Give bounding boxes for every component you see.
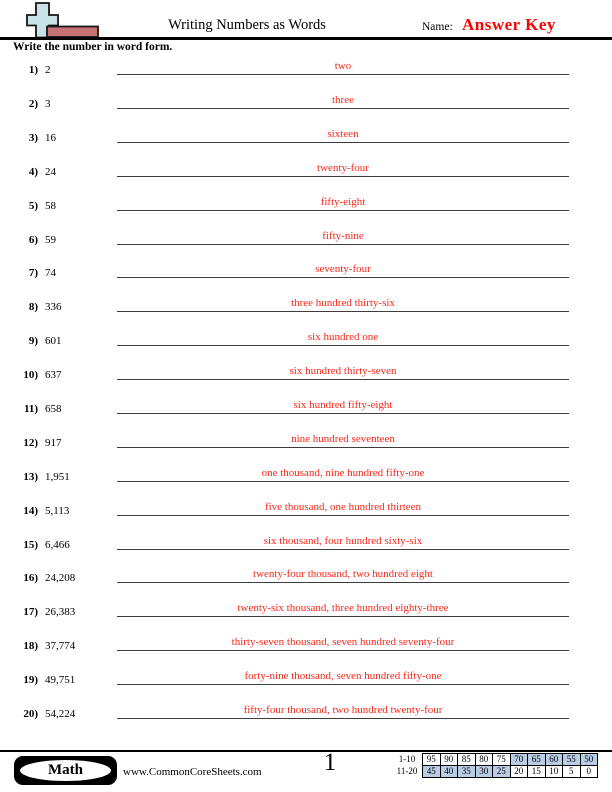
answer-text: three <box>332 93 354 106</box>
answer-line <box>117 124 569 143</box>
answer-key-text: Answer Key <box>462 15 556 34</box>
problem-number-label: 17) <box>23 606 38 619</box>
problem-row <box>0 519 612 553</box>
website-url: www.CommonCoreSheets.com <box>123 766 262 778</box>
problem-value: 74 <box>45 267 56 280</box>
problem-value: 24,208 <box>45 572 76 585</box>
problem-row <box>0 112 612 146</box>
score-row <box>392 754 598 766</box>
problem-row <box>0 586 612 620</box>
header-divider <box>0 37 612 40</box>
answer-line <box>117 632 569 651</box>
problem-value: 5,113 <box>45 504 70 517</box>
answer-line <box>117 90 569 109</box>
score-cell: 0 <box>580 765 598 777</box>
problem-row <box>0 485 612 519</box>
problem-number-label: 16) <box>23 572 38 585</box>
answer-text: twenty-four <box>317 161 369 174</box>
problem-value: 658 <box>45 402 62 415</box>
page-title: Writing Numbers as Words <box>168 17 326 33</box>
answer-text: two <box>334 60 352 73</box>
problem-number-label: 8) <box>28 301 38 314</box>
score-cell: 85 <box>458 754 476 766</box>
score-row-label: 1-10 <box>398 754 416 765</box>
score-cell: 35 <box>458 765 476 777</box>
answer-text: six hundred fifty-eight <box>293 398 393 411</box>
problem-row <box>0 44 612 78</box>
answer-line <box>117 56 569 75</box>
problem-row <box>0 78 612 112</box>
problem-value: 3 <box>45 97 51 110</box>
problem-value: 37,774 <box>45 640 76 653</box>
problem-row <box>0 146 612 180</box>
answer-text: seventy-four <box>315 263 371 276</box>
answer-text: three hundred thirty-six <box>291 297 395 310</box>
answer-text: six hundred one <box>307 331 379 344</box>
problem-row <box>0 349 612 383</box>
answer-line <box>117 158 569 177</box>
problem-number-label: 11) <box>23 402 38 415</box>
problem-value: 26,383 <box>45 606 76 619</box>
score-cell: 90 <box>440 754 458 766</box>
problem-row <box>0 214 612 248</box>
answer-text: fifty-nine <box>322 229 364 242</box>
answer-line <box>117 531 569 550</box>
problem-number-label: 10) <box>23 369 38 382</box>
answer-line <box>117 700 569 719</box>
problem-number-label: 9) <box>28 335 38 348</box>
score-cell: 50 <box>580 754 598 766</box>
problem-value: 49,751 <box>45 674 76 687</box>
problem-value: 637 <box>45 369 62 382</box>
answer-line <box>117 598 569 617</box>
answer-line <box>117 429 569 448</box>
problem-number-label: 6) <box>28 233 38 246</box>
problem-row <box>0 315 612 349</box>
score-cell: 40 <box>440 765 458 777</box>
answer-text: forty-nine thousand, seven hundred fifty-one <box>244 670 442 683</box>
score-cell: 10 <box>545 765 563 777</box>
answer-text: nine hundred seventeen <box>291 432 395 445</box>
answer-text: thirty-seven thousand, seven hundred seventy-four <box>231 636 455 649</box>
problem-value: 601 <box>45 335 62 348</box>
problem-number-label: 19) <box>23 674 38 687</box>
problem-row <box>0 654 612 688</box>
problem-value: 917 <box>45 436 62 449</box>
answer-line <box>117 192 569 211</box>
problem-value: 58 <box>45 199 56 212</box>
answer-text: six thousand, four hundred sixty-six <box>263 534 423 547</box>
problem-row <box>0 553 612 587</box>
score-cell: 20 <box>510 765 528 777</box>
problem-row <box>0 383 612 417</box>
problem-row <box>0 281 612 315</box>
score-row-label: 11-20 <box>396 766 418 777</box>
answer-text: six hundred thirty-seven <box>289 365 397 378</box>
score-cell: 15 <box>528 765 546 777</box>
bar-icon <box>47 27 98 38</box>
score-cell: 70 <box>510 754 528 766</box>
problem-row <box>0 180 612 214</box>
problem-number-label: 20) <box>23 708 38 720</box>
problem-value: 59 <box>45 233 56 246</box>
answer-text: sixteen <box>327 127 359 140</box>
subject-label: Math <box>48 762 83 778</box>
answer-line <box>117 395 569 414</box>
answer-text: fifty-four thousand, two hundred twenty-four <box>243 704 443 716</box>
score-cell: 60 <box>545 754 563 766</box>
score-row <box>392 765 598 777</box>
problem-row <box>0 248 612 282</box>
answer-line <box>117 361 569 380</box>
problems-list <box>0 44 612 722</box>
score-cell: 5 <box>563 765 581 777</box>
score-cell: 30 <box>475 765 493 777</box>
answer-line <box>117 293 569 312</box>
problem-number-label: 15) <box>23 538 38 551</box>
problem-row <box>0 620 612 654</box>
subject-badge <box>14 756 117 785</box>
score-cell: 25 <box>493 765 511 777</box>
problem-value: 54,224 <box>45 708 76 720</box>
problem-number-label: 5) <box>28 199 38 212</box>
answer-text: one thousand, nine hundred fifty-one <box>261 466 425 479</box>
problem-row <box>0 417 612 451</box>
answer-line <box>117 564 569 583</box>
answer-line <box>117 259 569 278</box>
answer-line <box>117 327 569 346</box>
problem-row <box>0 688 612 722</box>
score-cell: 55 <box>563 754 581 766</box>
score-cell: 75 <box>493 754 511 766</box>
answer-line <box>117 463 569 482</box>
answer-text: twenty-six thousand, three hundred eighty-three <box>237 602 449 615</box>
answer-text: five thousand, one hundred thirteen <box>264 500 422 513</box>
subject-badge-oval <box>18 758 113 783</box>
score-table-wrap <box>392 753 598 778</box>
answer-text: twenty-four thousand, two hundred eight <box>253 568 433 581</box>
score-cell: 95 <box>423 754 441 766</box>
problem-number-label: 7) <box>28 267 38 280</box>
problem-number-label: 18) <box>23 640 38 653</box>
answer-line <box>117 226 569 245</box>
problem-number-label: 2) <box>28 97 38 110</box>
problem-number-label: 1) <box>28 64 38 77</box>
instruction-text: Write the number in word form. <box>13 41 173 53</box>
score-table <box>392 753 598 778</box>
problem-value: 16 <box>45 131 56 144</box>
problem-value: 6,466 <box>45 538 70 551</box>
commoncoresheets-logo-icon <box>26 2 106 39</box>
answer-line <box>117 666 569 685</box>
answer-text: fifty-eight <box>320 195 366 208</box>
name-label: Name: <box>422 21 453 33</box>
page-number: 1 <box>323 749 337 776</box>
problem-row <box>0 451 612 485</box>
problem-value: 24 <box>45 165 56 178</box>
answer-line <box>117 497 569 516</box>
problem-value: 336 <box>45 301 62 314</box>
score-cell: 45 <box>423 765 441 777</box>
score-cell: 65 <box>528 754 546 766</box>
problem-number-label: 4) <box>28 165 38 178</box>
problem-number-label: 13) <box>23 470 38 483</box>
problem-number-label: 3) <box>28 131 38 144</box>
score-cell: 80 <box>475 754 493 766</box>
problem-number-label: 12) <box>23 436 38 449</box>
problem-number-label: 14) <box>23 504 38 517</box>
problem-value: 2 <box>45 64 51 77</box>
problem-value: 1,951 <box>45 470 70 483</box>
